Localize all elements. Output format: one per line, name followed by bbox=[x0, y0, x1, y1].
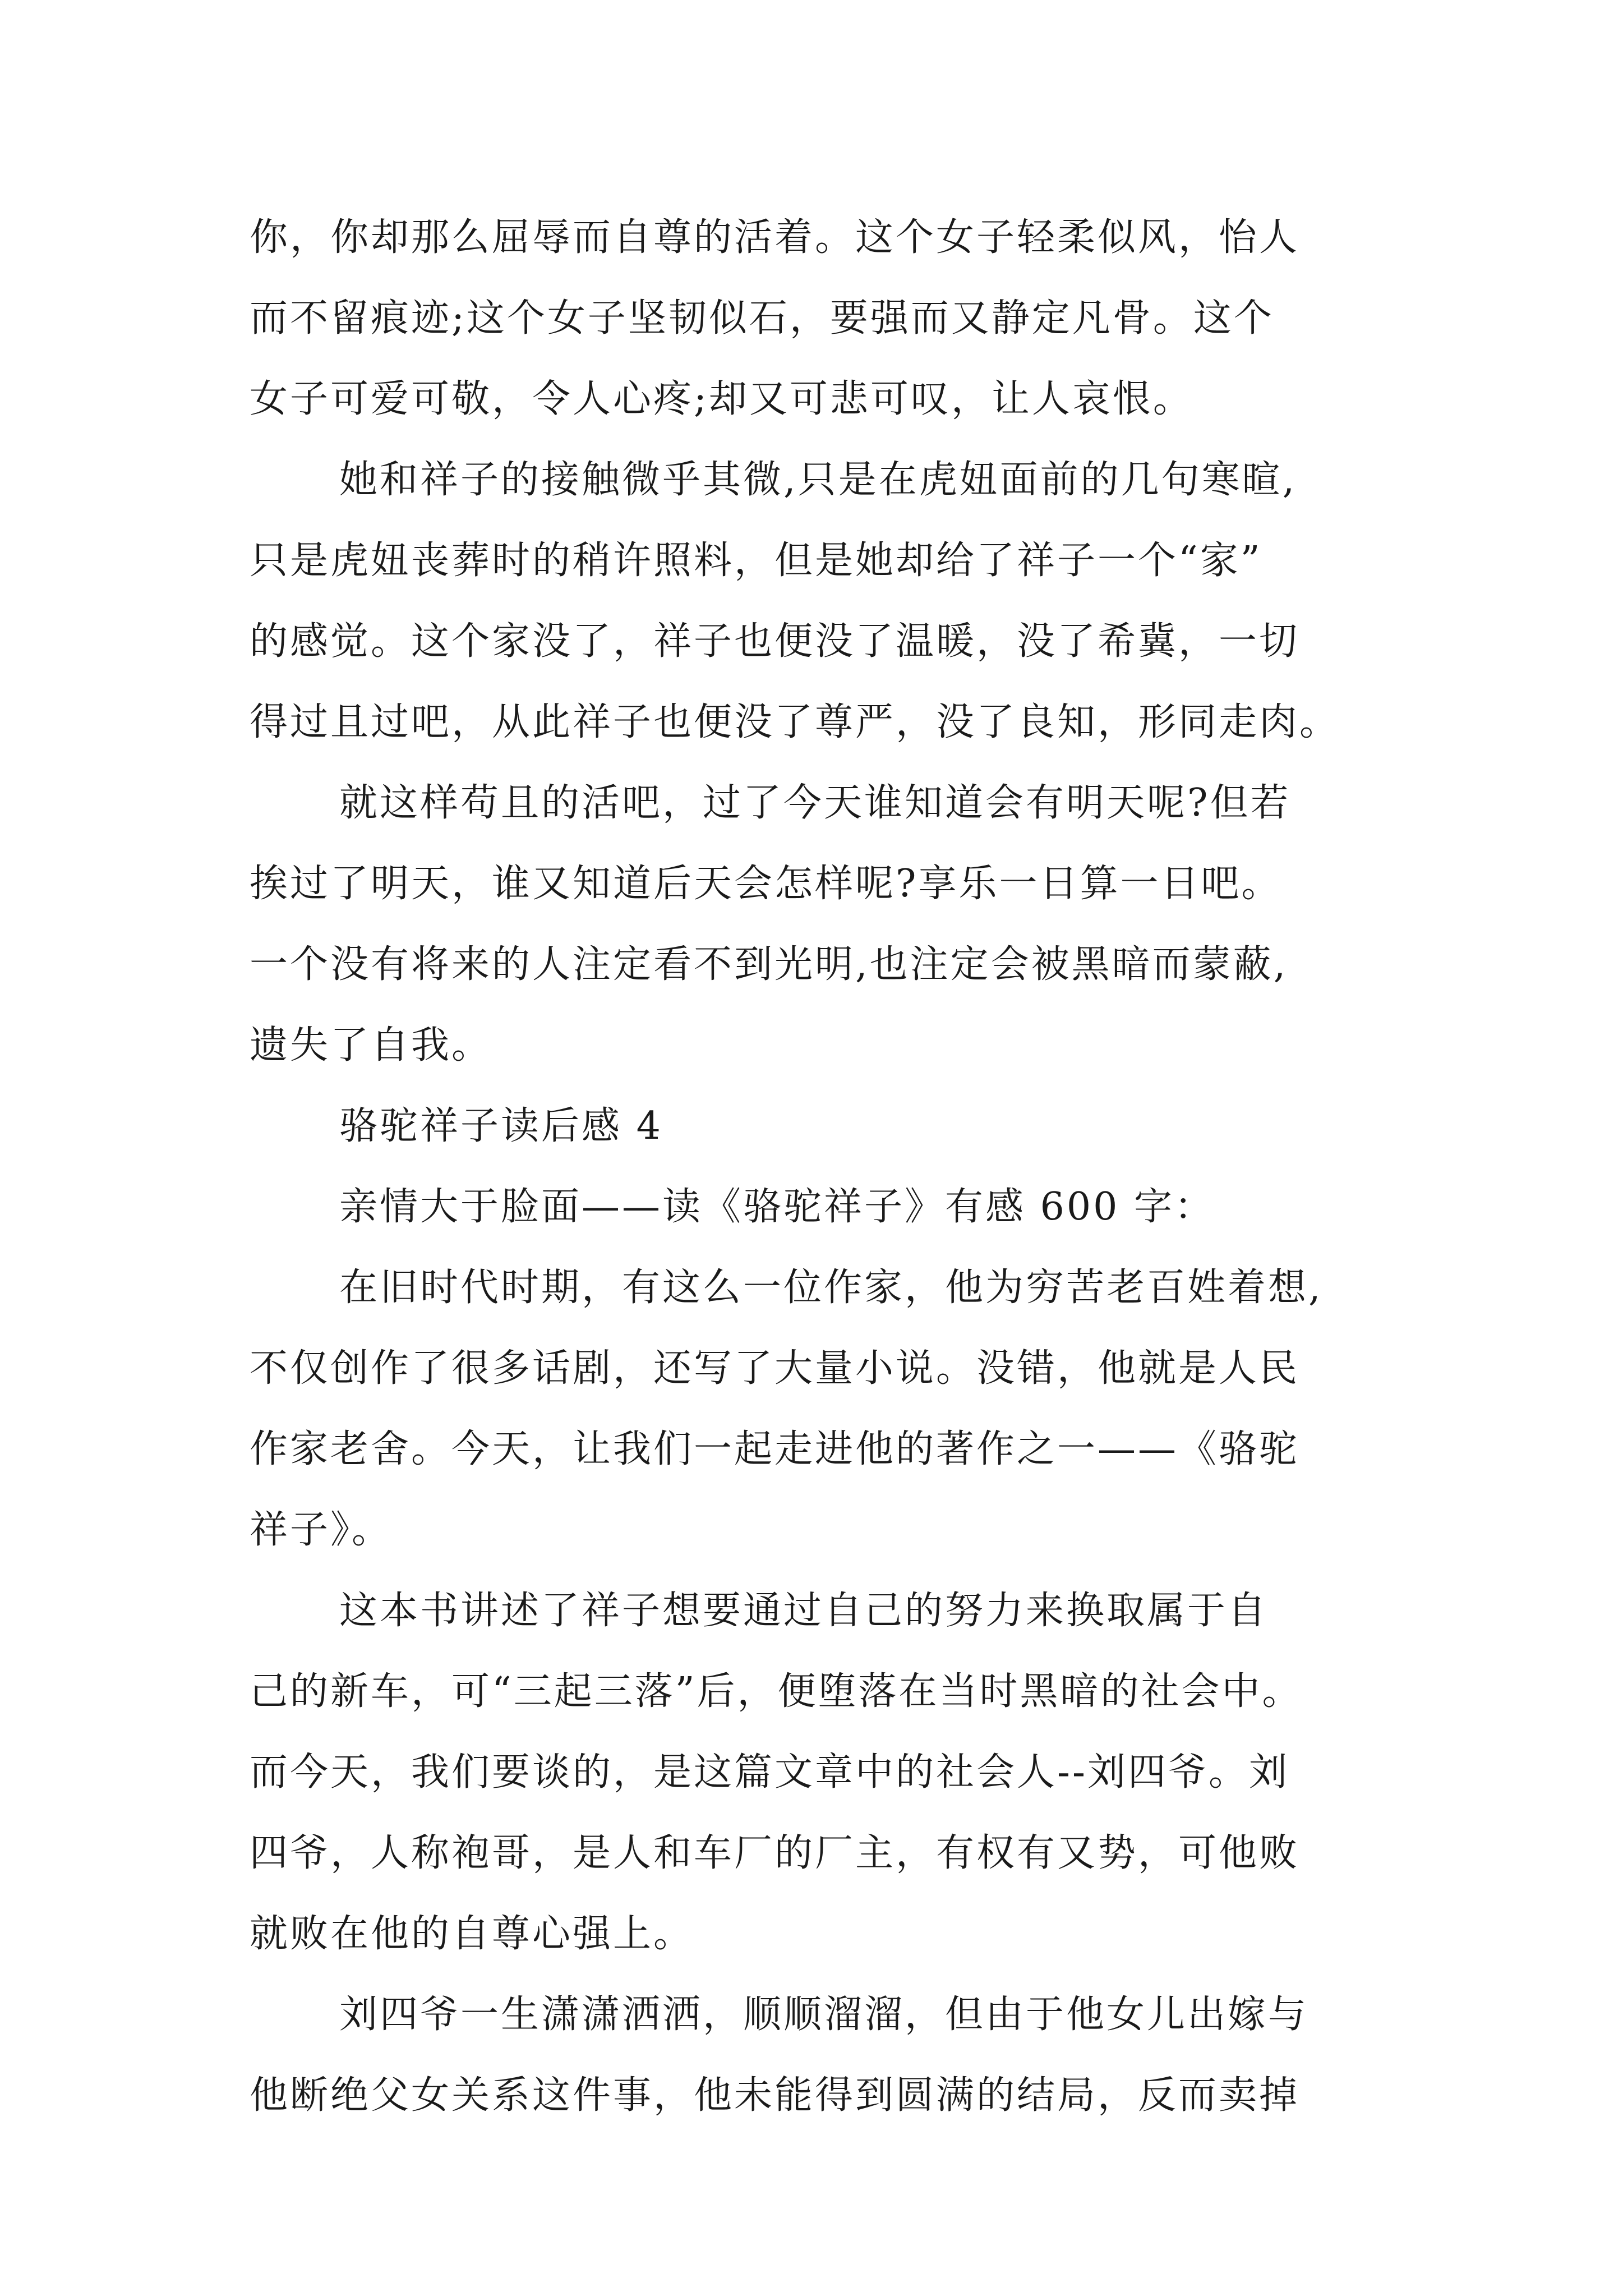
paragraph-3 bbox=[250, 763, 1377, 1086]
text-line: 而不留痕迹;这个女子坚韧似石，要强而又静定凡骨。这个 bbox=[250, 296, 1274, 341]
text-line: 祥子》。 bbox=[250, 1508, 393, 1552]
text-line: 骆驼祥子读后感 4 bbox=[339, 1104, 663, 1148]
paragraph-1 bbox=[250, 197, 1377, 440]
text-line: 得过且过吧，从此祥子也便没了尊严，没了良知，形同走肉。 bbox=[250, 700, 1340, 744]
text-line: 四爷，人称袍哥，是人和车厂的厂主，有权有又势，可他败 bbox=[250, 1831, 1300, 1875]
text-line: 而今天，我们要谈的，是这篇文章中的社会人--刘四爷。刘 bbox=[250, 1750, 1289, 1795]
text-line: 你，你却那么屈辱而自尊的活着。这个女子轻柔似风，怡人 bbox=[250, 215, 1300, 260]
text-line: 的感觉。这个家没了，祥子也便没了温暖，没了希冀，一切 bbox=[250, 619, 1300, 664]
text-line: 她和祥子的接触微乎其微,只是在虎妞面前的几句寒暄, bbox=[339, 458, 1297, 502]
text-line: 一个没有将来的人注定看不到光明,也注定会被黑暗而蒙蔽, bbox=[250, 942, 1288, 987]
text-line: 亲情大于脸面——读《骆驼祥子》有感 600 字： bbox=[339, 1185, 1215, 1229]
text-line: 这本书讲述了祥子想要通过自己的努力来换取属于自 bbox=[339, 1589, 1269, 1633]
text-line: 刘四爷一生潇潇洒洒，顺顺溜溜，但由于他女儿出嫁与 bbox=[339, 1993, 1309, 2037]
text-line: 女子可爱可敬，令人心疼;却又可悲可叹，让人哀恨。 bbox=[250, 377, 1193, 421]
section-heading bbox=[250, 1086, 1377, 1167]
document-body bbox=[250, 197, 1377, 2136]
text-line: 己的新车，可“三起三落”后，便堕落在当时黑暗的社会中。 bbox=[250, 1669, 1303, 1714]
paragraph-6 bbox=[250, 1975, 1377, 2136]
text-line: 不仅创作了很多话剧，还写了大量小说。没错，他就是人民 bbox=[250, 1346, 1300, 1391]
text-line: 只是虎妞丧葬时的稍许照料，但是她却给了祥子一个“家” bbox=[250, 539, 1262, 583]
text-line: 就这样苟且的活吧，过了今天谁知道会有明天呢?但若 bbox=[339, 781, 1291, 825]
text-line: 就败在他的自尊心强上。 bbox=[250, 1912, 694, 1956]
text-line: 在旧时代时期，有这么一位作家，他为穷苦老百姓着想, bbox=[339, 1266, 1323, 1310]
text-line: 挨过了明天，谁又知道后天会怎样呢?享乐一日算一日吧。 bbox=[250, 862, 1282, 906]
paragraph-2 bbox=[250, 440, 1377, 763]
text-line: 作家老舍。今天，让我们一起走进他的著作之一——《骆驼 bbox=[250, 1427, 1300, 1471]
paragraph-4 bbox=[250, 1248, 1377, 1571]
text-line: 他断绝父女关系这件事，他未能得到圆满的结局，反而卖掉 bbox=[250, 2073, 1300, 2118]
text-line: 遗失了自我。 bbox=[250, 1023, 492, 1068]
paragraph-5 bbox=[250, 1571, 1377, 1975]
article-title bbox=[250, 1167, 1377, 1248]
